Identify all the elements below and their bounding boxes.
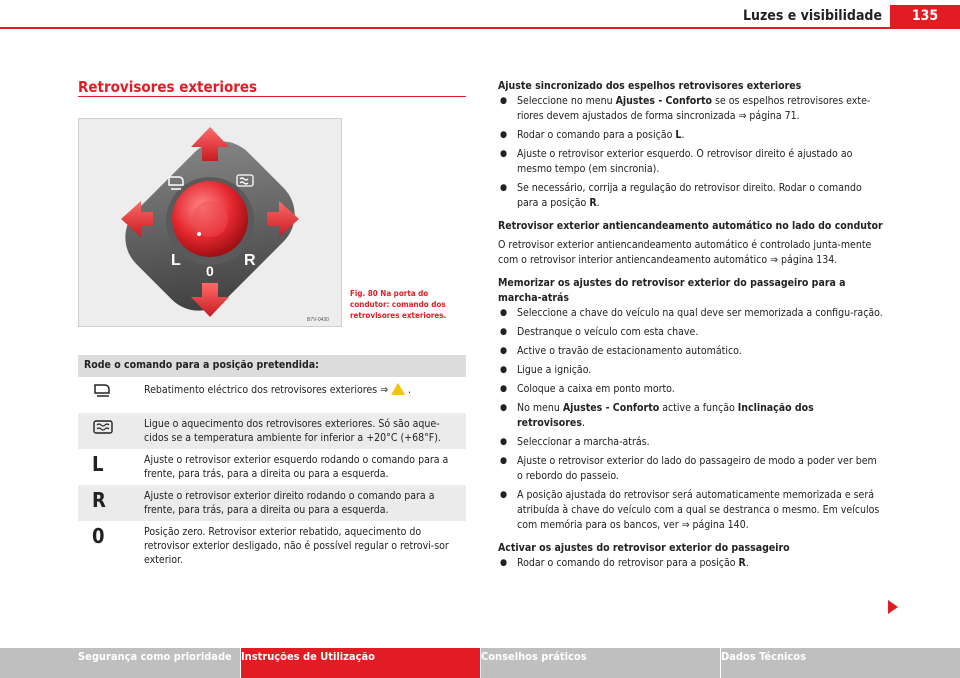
mirror-control-illustration — [79, 119, 341, 326]
right-column — [498, 79, 884, 575]
label-l: L — [171, 252, 181, 269]
header-title: Luzes e visibilidade — [742, 8, 882, 24]
list-item: ● No menu Ajustes - Conforto active a função Inclinação dos retrovisores. — [498, 401, 884, 431]
symbol-l: L — [92, 452, 104, 476]
table-row: Rebatimento eléctrico dos retrovisores exteriores ⇒ . — [78, 377, 466, 413]
footer-tab-safety[interactable]: Segurança como prioridade — [0, 648, 240, 678]
header-rule — [0, 27, 960, 29]
list-item: ● Destranque o veículo com esta chave. — [498, 325, 884, 340]
subheading: Memorizar os ajustes do retrovisor exterior do passageiro para a marcha-atrás — [498, 277, 846, 304]
list-item: ● Ajuste o retrovisor exterior do lado do passageiro de modo a poder ver bem o rebordo do passeio. — [498, 454, 884, 484]
table-row: Ligue o aquecimento dos retrovisores exteriores. Só são aque-cidos se a temperatura ambiente for inferior a +20°C (+68°F). — [78, 413, 466, 449]
list-item: ● Coloque a caixa em ponto morto. — [498, 382, 884, 397]
symbol-0: 0 — [92, 524, 105, 548]
figure-caption: Fig. 80 Na porta do condutor: comando dos retrovisores exteriores. — [350, 289, 447, 320]
figure-mirror-control — [78, 118, 342, 327]
list-item: ● Ligue a ignição. — [498, 363, 884, 378]
label-0: 0 — [206, 263, 214, 279]
settings-table — [78, 355, 466, 573]
list-item: ● Rodar o comando para a posição L. — [498, 128, 884, 143]
list-item: ● Seleccionar a marcha-atrás. — [498, 435, 884, 450]
figure-code: B7V-0430 — [307, 317, 329, 323]
section-title: Retrovisores exteriores — [78, 78, 258, 96]
list-item: ● Rodar o comando do retrovisor para a posição R. — [498, 556, 884, 571]
next-page-arrow-icon[interactable] — [888, 600, 898, 614]
section-rule — [78, 96, 466, 97]
list-item: ● Ajuste o retrovisor exterior esquerdo. O retrovisor direito é ajustado ao mesmo tempo (em sincronia). — [498, 147, 884, 177]
list-item: ● A posição ajustada do retrovisor será automaticamente memorizada e será atribuída à chave do veículo com a qual se destranca o mesmo. Em veículos com memória para os bancos, ver ⇒ página 140. — [498, 488, 884, 533]
footer-tab-instructions[interactable]: Instruções de Utilização — [240, 648, 480, 678]
table-row: R Ajuste o retrovisor exterior direito rodando o comando para a frente, para trás, para a direita ou para a esquerda. — [78, 485, 466, 521]
subheading: Ajuste sincronizado dos espelhos retrovisores exteriores — [498, 80, 802, 92]
footer-tab-technical[interactable]: Dados Técnicos — [720, 648, 960, 678]
warning-icon[interactable] — [391, 383, 405, 395]
footer-tab-tips[interactable]: Conselhos práticos — [480, 648, 720, 678]
label-r: R — [244, 252, 256, 269]
paragraph: O retrovisor exterior antiencandeamento automático é controlado junta-mente com o retrovisor interior antiencandeamento automático ⇒ página 134. — [498, 239, 872, 266]
subheading: Activar os ajustes do retrovisor exterior do passageiro — [498, 542, 790, 554]
table-row: 0 Posição zero. Retrovisor exterior rebatido, aquecimento do retrovisor exterior desligado, não é possível regular o retrovi-sor exterior. — [92, 524, 449, 566]
table-row: L Ajuste o retrovisor exterior esquerdo rodando o comando para a frente, para trás, para a direita ou para a esquerda. — [92, 452, 449, 480]
subheading: Retrovisor exterior antiencandeamento automático no lado do condutor — [498, 220, 883, 232]
list-item: ● Seleccione a chave do veículo na qual deve ser memorizada a configu-ração. — [498, 306, 884, 321]
symbol-r: R — [92, 488, 106, 512]
mirror-heat-icon — [92, 417, 132, 439]
table-heading: Rode o comando para a posição pretendida: — [78, 355, 466, 377]
list-item: ● Se necessário, corrija a regulação do retrovisor direito. Rodar o comando para a posição R. — [498, 181, 884, 211]
list-item: ● Seleccione no menu Ajustes - Conforto se os espelhos retrovisores exte-riores devem ajustados de forma sincronizada ⇒ página 71. — [498, 94, 884, 124]
mirror-fold-icon — [92, 381, 132, 403]
page-number: 135 — [890, 5, 960, 27]
footer-nav — [0, 648, 960, 678]
list-item: ● Active o travão de estacionamento automático. — [498, 344, 884, 359]
